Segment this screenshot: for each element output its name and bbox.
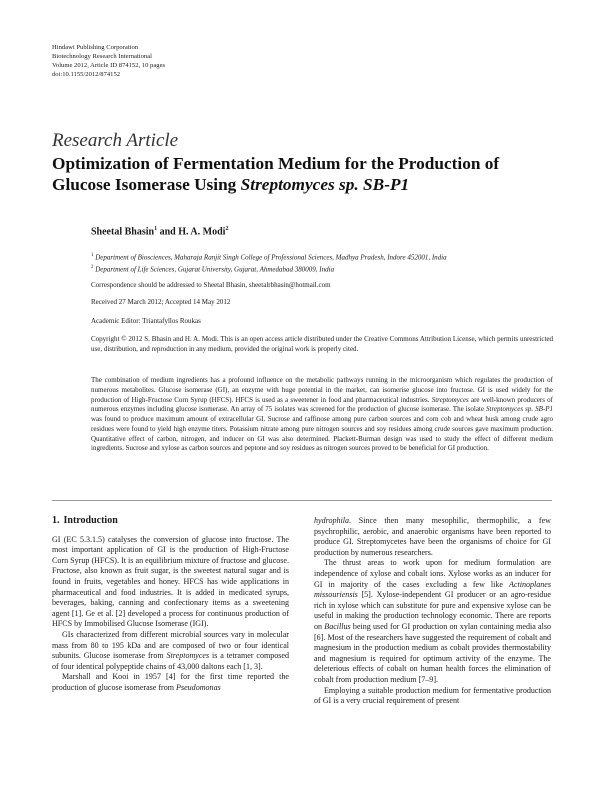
body-column-right (314, 516, 551, 707)
intro-r2-c: being used for GI production on xylan containing media also [6]. Most of the researchers have suggested the requirement of cobalt and magnesium in the production medium as cobalt provides thermostability and magnesium is required for optimum activity of the enzyme. The deleterious effects of cobalt on human health forces the elimination of cobalt from production medium [7–9]. (314, 621, 551, 684)
title-line-1: Optimization of Fermentation Medium for the Production of (52, 154, 500, 173)
intro-p3-a: Marshall and Kooi in 1957 [4] for the first time reported the production of glucose isomerase from (52, 672, 289, 692)
abstract-italic-1: Streptomyces (431, 395, 469, 404)
doi[interactable]: doi:10.1155/2012/874152 (52, 71, 121, 79)
abstract (91, 376, 553, 454)
journal-name: Biotechnology Research International (52, 53, 152, 61)
section-title: Introduction (63, 515, 118, 526)
affiliation-2-mark: 2 (91, 264, 94, 270)
intro-r2-a: The thrust areas to work upon for medium formulation are independence of xylose and cobalt ions. Xylose works as an inducer for GI in majority of the cases excluding a few like (314, 558, 551, 589)
copyright-notice: Copyright © 2012 S. Bhasin and H. A. Modi. This is an open access article distributed under the Creative Commons Attribution License, which permits unrestricted use, distribution, and reproduction in any medium, provided the original work is properly cited. (91, 335, 553, 353)
affiliation-1 (91, 251, 553, 263)
journal-header (52, 43, 165, 79)
intro-r2-b: [5]. Xylose-independent GI producer or an agro-residue rich in xylose which can substitute for pure and expensive xylose can be useful in making the production technology economic. There are reports on (314, 590, 551, 631)
author-2-affil-mark: 2 (225, 226, 229, 232)
title-line-2-prefix: Glucose Isomerase Using (52, 175, 241, 194)
intro-paragraph-1: GI (EC 5.3.1.5) catalyses the conversion of glucose into fructose. The most important application of GI is the production of High-Fructose Corn Syrup (HFCS). It is an equilibrium mixture of fructose and glucose. Fructose, also known as fruit sugar, is the sweetest natural sugar and is found in fruits, vegetables and honey. HFCS has wide applications in pharmaceutical and food industries. It is added in medicated syrups, beverages, baking, canning and confectionary items as a sweetening agent [1]. Ge et al. [2] developed a process for continuous production of HFCS by Immobilised Glucose Isomerase (IGI). (52, 534, 289, 629)
intro-r1-b: . Since then many mesophilic, thermophilic, a few psychrophilic, aerobic, and anaerobic organisms have been reported to produce GI. Streptomycetes have been the organisms of choice for GI production by numerous researchers. (314, 516, 551, 557)
intro-paragraph-4 (314, 558, 551, 685)
abstract-italic-2: Streptomyces sp. SB-P1 (486, 405, 553, 414)
intro-p3-italic: Pseudomonas (176, 682, 221, 692)
intro-paragraph-3-cont (314, 516, 551, 558)
academic-editor: Academic Editor: Triantafyllos Roukas (91, 317, 201, 325)
affiliations (91, 251, 553, 275)
author-2: H. A. Modi (178, 226, 226, 238)
intro-paragraph-5: Employing a suitable production medium for fermentative production of GI is a very crucial requirement of present (314, 685, 551, 706)
section-divider (52, 500, 552, 501)
section-heading-introduction (52, 516, 289, 527)
received-accepted-dates: Received 27 March 2012; Accepted 14 May 2012 (91, 298, 231, 306)
author-1-affil-mark: 1 (154, 226, 158, 232)
author-list (91, 226, 228, 237)
abstract-part-2: are well-known producers of numerous enzymes including glucose isomerase. An array of 75 isolates was screened for the production of glucose isomerase. The isolate (91, 395, 554, 414)
author-1: Sheetal Bhasin (91, 226, 155, 238)
publisher-name: Hindawi Publishing Corporation (52, 44, 139, 51)
paper-title (52, 153, 562, 195)
affiliation-1-mark: 1 (91, 253, 94, 258)
abstract-part-3: was found to produce maximum amount of extracellular GI. Sucrose and raffinose among pure carbon sources and corn cob and wheat husk among crude agro residues were found to yield high enzyme titers. Potassium nitrate among pure nitrogen sources and soy residues among crude sources gave maximum production. Quantitative effect of carbon, nitrogen, and inducer on GI was also determined. Plackett-Burman design was used to study the effect of different medium ingredients. Sucrose and xylose as carbon sources and peptone and soy residues as nitrogen sources proved to be beneficial for GI production. (91, 415, 553, 453)
intro-paragraph-2 (52, 630, 289, 672)
intro-paragraph-3 (52, 672, 289, 693)
intro-p2-a: GIs characterized from different microbial sources vary in molecular mass from 80 to 195 kDa and are composed of two or four identical subunits. Glucose isomerase from (52, 629, 289, 661)
title-species: Streptomyces sp. SB-P1 (240, 175, 410, 194)
affiliation-1-text: Department of Biosciences, Maharaja Ranjit Singh College of Professional Sciences, Madhya Pradesh, Indore 452001, India (93, 253, 447, 262)
affiliation-2-text: Department of Life Sciences, Gujarat University, Gujarat, Ahmedabad 380009, India (93, 265, 335, 274)
volume-info: Volume 2012, Article ID 874152, 10 pages (52, 62, 166, 70)
author-conjunction: and (157, 226, 179, 238)
abstract-part-1: The combination of medium ingredients has a profound influence on the metabolic pathways running in the microorganism which regulates the production of numerous metabolites. Glucose isomerase (GI), an enzyme with huge potential in the market, can isomerise glucose into fructose. GI is used widely for the production of High-Fructose Corn Syrup (HFCS). HFCS is used as a sweetener in food and pharmaceutical industries. (91, 376, 553, 404)
section-number: 1. (52, 515, 60, 526)
intro-r1-italic: hydrophila (314, 516, 350, 525)
correspondence: Correspondence should be addressed to Sheetal Bhasin, sheetalrbhasin@hotmail.com (91, 281, 331, 289)
intro-p2-b: is a tetramer composed of four identical polypeptide chains of 43,000 daltons each [1, 3]. (52, 651, 290, 671)
intro-p2-italic: Streptomyces (166, 651, 210, 661)
body-column-left (52, 516, 289, 694)
intro-r2-italic-2: Bacillus (324, 621, 351, 631)
affiliation-2 (91, 263, 553, 275)
title-line-2 (52, 174, 562, 195)
intro-r2-italic: Actinoplanes missouriensis (314, 579, 551, 600)
article-type: Research Article (52, 130, 179, 151)
